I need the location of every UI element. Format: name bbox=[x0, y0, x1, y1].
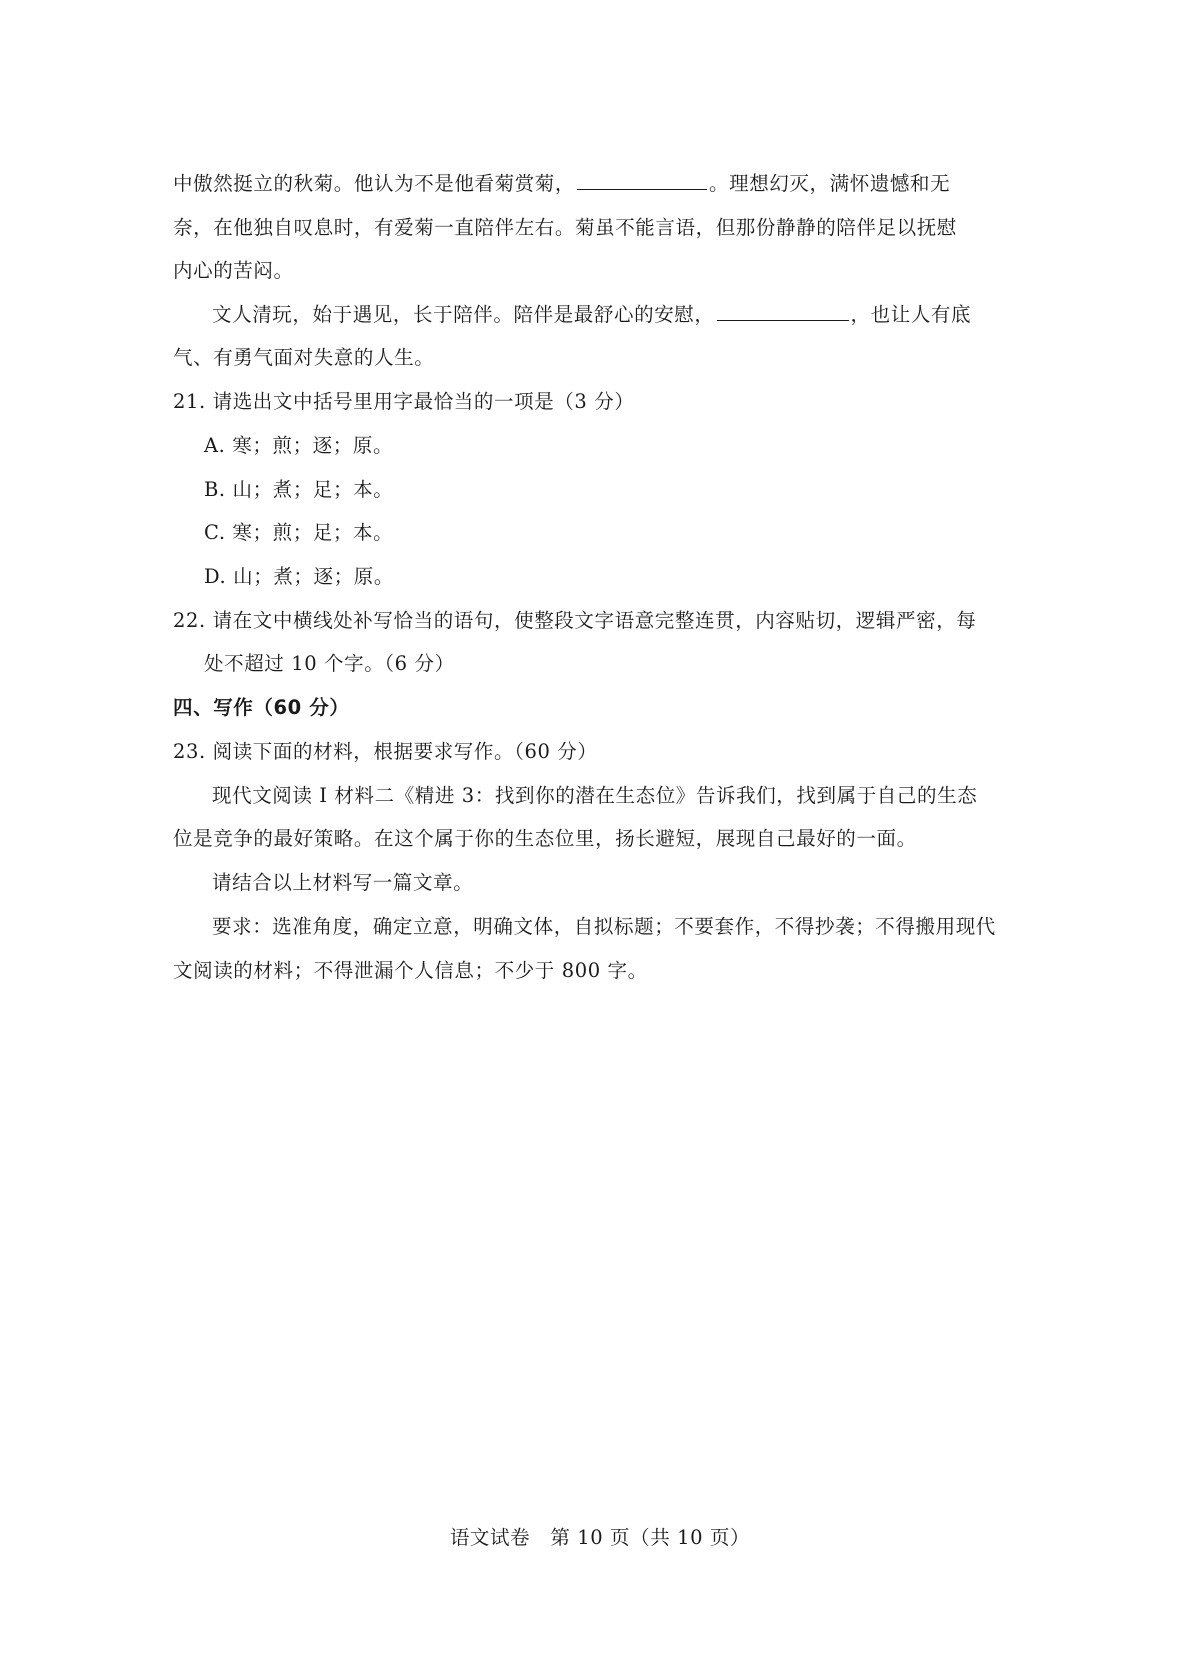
question-22-line-2: 处不超过 10 个字。（6 分） bbox=[204, 652, 455, 675]
question-23-requirement-line-2: 文阅读的材料；不得泄漏个人信息；不少于 800 字。 bbox=[173, 959, 648, 982]
passage-line-5: 气、有勇气面对失意的人生。 bbox=[173, 346, 435, 369]
option-a[interactable]: A. 寒；煎；逐；原。 bbox=[204, 434, 394, 457]
passage-line-4 bbox=[212, 302, 971, 328]
question-23-stem: 23. 阅读下面的材料，根据要求写作。（60 分） bbox=[173, 740, 598, 763]
question-23-material-line-1: 现代文阅读 I 材料二《精进 3：找到你的潜在生态位》告诉我们，找到属于自己的生态 bbox=[212, 784, 978, 807]
page-footer: 语文试卷 第 10 页（共 10 页） bbox=[449, 1526, 751, 1549]
answer-blank-1[interactable] bbox=[577, 171, 707, 190]
passage-line-2: 奈，在他独自叹息时，有爱菊一直陪伴左右。菊虽不能言语，但那份静静的陪伴足以抚慰 bbox=[173, 216, 957, 239]
passage-text: 。理想幻灭，满怀遗憾和无 bbox=[709, 172, 951, 195]
question-23-material-line-2: 位是竞争的最好策略。在这个属于你的生态位里，扬长避短，展现自己最好的一面。 bbox=[173, 827, 917, 850]
section-heading-writing: 四、写作（60 分） bbox=[173, 696, 350, 719]
option-d[interactable]: D. 山；煮；逐；原。 bbox=[204, 565, 394, 588]
passage-line-1 bbox=[173, 171, 950, 197]
answer-blank-2[interactable] bbox=[717, 302, 849, 321]
option-c[interactable]: C. 寒；煎；足；本。 bbox=[204, 521, 394, 544]
passage-line-3: 内心的苦闷。 bbox=[173, 259, 294, 282]
question-21-stem: 21. 请选出文中括号里用字最恰当的一项是（3 分） bbox=[173, 390, 635, 413]
question-22-line-1: 22. 请在文中横线处补写恰当的语句，使整段文字语意完整连贯，内容贴切，逻辑严密，每 bbox=[173, 609, 977, 632]
passage-text: 文人清玩，始于遇见，长于陪伴。陪伴是最舒心的安慰， bbox=[212, 303, 715, 326]
question-23-instruction: 请结合以上材料写一篇文章。 bbox=[212, 871, 474, 894]
question-23-requirement-line-1: 要求：选准角度，确定立意，明确文体，自拟标题；不要套作，不得抄袭；不得搬用现代 bbox=[212, 915, 996, 938]
passage-text: ，也让人有底 bbox=[850, 303, 972, 326]
option-b[interactable]: B. 山；煮；足；本。 bbox=[204, 478, 394, 501]
passage-text: 中傲然挺立的秋菊。他认为不是他看菊赏菊， bbox=[173, 172, 576, 195]
